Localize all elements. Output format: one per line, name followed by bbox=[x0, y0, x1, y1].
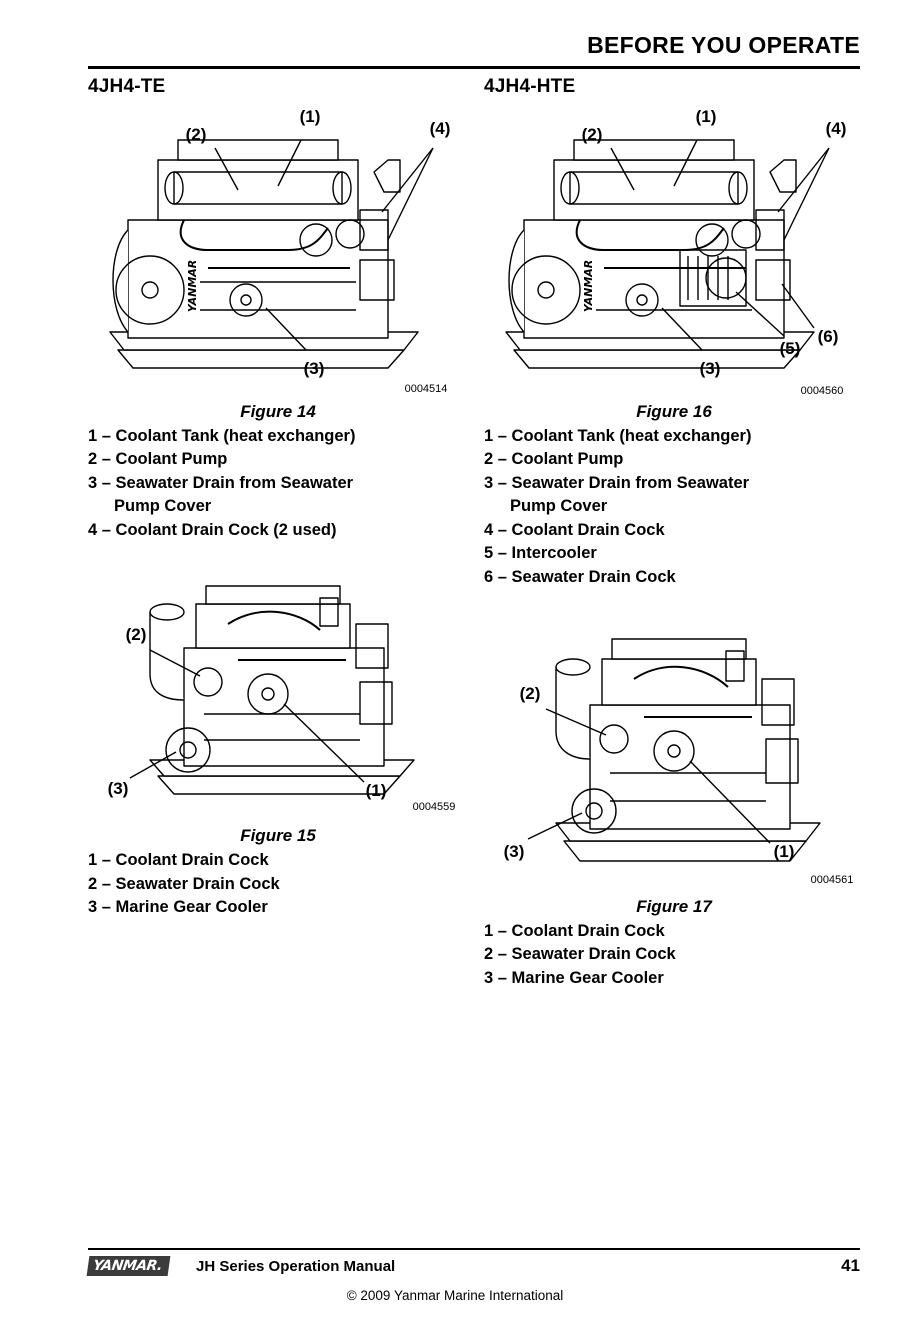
model-title-right: 4JH4-HTE bbox=[484, 76, 576, 97]
legend-num: 3 bbox=[88, 897, 98, 916]
model-title-left: 4JH4-TE bbox=[88, 76, 166, 97]
legend-text: Coolant Pump bbox=[115, 450, 228, 469]
legend-num: 3 bbox=[88, 473, 98, 492]
callout-1-fig15: (1) bbox=[365, 781, 387, 801]
legend-text: Coolant Tank (heat exchanger) bbox=[115, 427, 356, 445]
legend-num: 3 bbox=[484, 968, 494, 987]
callout-3-fig15: (3) bbox=[107, 779, 129, 799]
figure-16-image bbox=[484, 100, 864, 400]
legend-item-continuation: Pump Cover bbox=[114, 497, 212, 516]
figure-17-block bbox=[484, 615, 864, 990]
legend-item: 6 – Seawater Drain Cock bbox=[484, 567, 676, 586]
legend-text: Seawater Drain Cock bbox=[511, 567, 676, 586]
page-header bbox=[88, 34, 860, 57]
legend-item: 3 – Marine Gear Cooler bbox=[88, 897, 268, 916]
legend-num: 4 bbox=[484, 520, 494, 539]
page-title: BEFORE YOU OPERATE bbox=[587, 32, 860, 58]
legend-num: 1 bbox=[484, 427, 494, 445]
drawing-id-fig16: 0004560 bbox=[800, 385, 844, 397]
callout-3-fig16: (3) bbox=[699, 359, 721, 378]
legend-num: 1 bbox=[88, 427, 98, 445]
legend-text: Seawater Drain Cock bbox=[115, 874, 280, 893]
legend-num: 2 bbox=[484, 945, 494, 964]
figure-14-legend bbox=[88, 425, 468, 542]
engine-brand-label: YANMAR bbox=[186, 259, 199, 313]
page-number: 41 bbox=[841, 1256, 860, 1275]
legend-num: 3 bbox=[484, 473, 494, 492]
legend-item: 1 – Coolant Tank (heat exchanger) bbox=[484, 427, 752, 445]
engine-brand-label: YANMAR bbox=[582, 259, 595, 313]
legend-item: 3 – Seawater Drain from Seawater bbox=[88, 473, 354, 492]
legend-text: Seawater Drain from Seawater bbox=[511, 473, 750, 492]
callout-3-fig14: (3) bbox=[303, 359, 325, 378]
figure-17-legend bbox=[484, 920, 864, 990]
legend-item: 2 – Seawater Drain Cock bbox=[484, 945, 676, 964]
legend-text: Marine Gear Cooler bbox=[115, 897, 268, 916]
footer-divider bbox=[88, 1248, 860, 1250]
legend-num: 6 bbox=[484, 567, 494, 586]
drawing-id-fig15: 0004559 bbox=[412, 801, 456, 814]
legend-text: Intercooler bbox=[511, 544, 597, 563]
left-column bbox=[88, 76, 468, 919]
callout-4-fig14: (4) bbox=[429, 119, 451, 138]
legend-item: 4 – Coolant Drain Cock (2 used) bbox=[88, 520, 337, 539]
callout-1-fig17: (1) bbox=[773, 841, 795, 861]
figure-16-caption: Figure 16 bbox=[636, 402, 712, 421]
drawing-id-fig14: 0004514 bbox=[404, 383, 448, 395]
legend-item: 5 – Intercooler bbox=[484, 544, 597, 563]
figure-14-caption: Figure 14 bbox=[240, 402, 316, 421]
legend-num: 1 bbox=[88, 851, 98, 870]
legend-num: 2 bbox=[88, 874, 98, 893]
footer-document-title: JH Series Operation Manual bbox=[196, 1258, 396, 1275]
figure-17-caption: Figure 17 bbox=[636, 896, 712, 916]
callout-5-fig16: (5) bbox=[779, 339, 801, 358]
figure-15-caption: Figure 15 bbox=[240, 826, 316, 846]
yanmar-logo: YANMAR. bbox=[87, 1256, 171, 1276]
legend-num: 4 bbox=[88, 520, 98, 539]
drawing-id-fig17: 0004561 bbox=[810, 873, 854, 886]
callout-2-fig15: (2) bbox=[125, 625, 147, 645]
legend-text: Coolant Drain Cock bbox=[511, 520, 665, 539]
copyright-notice: © 2009 Yanmar Marine International bbox=[346, 1288, 564, 1303]
legend-num: 1 bbox=[484, 921, 494, 940]
legend-item: 3 – Marine Gear Cooler bbox=[484, 968, 664, 987]
legend-text: Coolant Drain Cock bbox=[115, 851, 269, 870]
figure-14-image bbox=[88, 100, 468, 400]
legend-item: 3 – Seawater Drain from Seawater bbox=[484, 473, 750, 492]
figure-16-legend bbox=[484, 425, 864, 589]
legend-num: 5 bbox=[484, 544, 494, 563]
legend-num: 2 bbox=[88, 450, 98, 469]
callout-4-fig16: (4) bbox=[825, 119, 847, 138]
legend-item: 1 – Coolant Drain Cock bbox=[88, 851, 269, 870]
legend-text: Coolant Drain Cock (2 used) bbox=[115, 520, 337, 539]
legend-item-continuation: Pump Cover bbox=[510, 497, 608, 516]
legend-text: Coolant Tank (heat exchanger) bbox=[511, 427, 752, 445]
callout-2-fig16: (2) bbox=[581, 125, 603, 144]
callout-1-fig14: (1) bbox=[299, 107, 321, 126]
legend-item: 4 – Coolant Drain Cock bbox=[484, 520, 665, 539]
callout-6-fig16: (6) bbox=[817, 327, 839, 346]
figure-17-image bbox=[484, 615, 864, 895]
legend-text: Seawater Drain Cock bbox=[511, 945, 676, 964]
figure-15-block bbox=[88, 564, 468, 919]
figure-15-legend bbox=[88, 849, 468, 919]
legend-num: 2 bbox=[484, 450, 494, 469]
legend-text: Marine Gear Cooler bbox=[511, 968, 664, 987]
page-footer bbox=[88, 1252, 860, 1282]
callout-1-fig16: (1) bbox=[695, 107, 717, 126]
legend-item: 2 – Coolant Pump bbox=[484, 450, 624, 469]
figure-15-image bbox=[88, 564, 468, 824]
callout-2-fig17: (2) bbox=[519, 683, 541, 703]
header-divider bbox=[88, 66, 860, 69]
callout-2-fig14: (2) bbox=[185, 125, 207, 144]
figure-16-block bbox=[484, 100, 864, 589]
legend-text: Seawater Drain from Seawater bbox=[115, 473, 354, 492]
legend-item: 1 – Coolant Drain Cock bbox=[484, 921, 665, 940]
legend-text: Coolant Drain Cock bbox=[511, 921, 665, 940]
legend-item: 2 – Coolant Pump bbox=[88, 450, 228, 469]
legend-item: 2 – Seawater Drain Cock bbox=[88, 874, 280, 893]
legend-item: 1 – Coolant Tank (heat exchanger) bbox=[88, 427, 356, 445]
legend-text: Coolant Pump bbox=[511, 450, 624, 469]
figure-14-block bbox=[88, 100, 468, 542]
callout-3-fig17: (3) bbox=[503, 841, 525, 861]
right-column bbox=[484, 76, 864, 990]
